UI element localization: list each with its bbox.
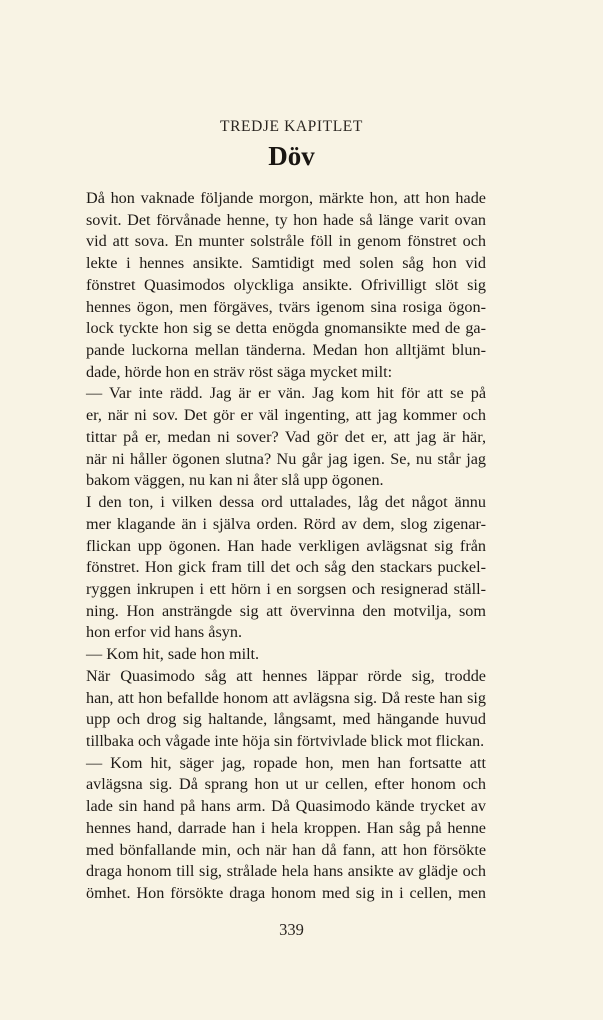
text-line: När Quasimodo såg att hennes läppar rörde sig, trodde [86,666,486,685]
page-number: 339 [279,920,304,939]
text-line: lekte i hennes ansikte. Samtidigt med solen såg hon vid [86,254,486,273]
text-line: Då hon vaknade följande morgon, märkte hon, att hon hade [86,189,486,207]
text-line: sovit. Det förvånade henne, ty hon hade så länge varit ovan [86,210,486,229]
text-line: avlägsna sig. Då sprang hon ut ur cellen, efter honom och [86,775,486,794]
chapter-label: TREDJE KAPITLET [220,118,363,135]
text-line: lock tyckte hon sig se detta enögda gnomansikte med de ga- [86,319,486,338]
text-line: I den ton, i vilken dessa ord uttalades, låg det något ännu [86,493,486,512]
chapter-body-text [86,188,486,905]
text-line: draga honom till sig, strålade hela hans ansikte av glädje och [86,862,486,881]
text-line: vid att sova. En munter solstråle föll in genom fönstret och [86,232,486,251]
text-line: hennes hand, darrade han i hela kroppen. Han såg på henne [86,818,486,837]
text-line: pande luckorna mellan tänderna. Medan hon alltjämt blun- [86,341,486,360]
text-line: bakom väggen, nu kan ni åter slå upp ögonen. [86,471,384,490]
text-line: mer klagande än i själva orden. Rörd av dem, slog zigenar- [86,514,486,533]
text-line: tillbaka och vågade inte höja sin förtvivlade blick mot flickan. [86,732,485,750]
text-line: fönstret Quasimodos olyckliga ansikte. Ofrivilligt slöt sig [86,275,486,294]
text-line: hon erfor vid hans åsyn. [86,623,242,642]
chapter-title: Döv [268,141,315,171]
text-line: tittar på er, medan ni sover? Vad gör det er, att jag är här, [86,427,486,446]
text-line: med bönfallande min, och när han då fann, att hon försökte [86,840,486,859]
text-line: ning. Hon ansträngde sig att övervinna den motvilja, som [86,601,486,620]
text-line: hennes ögon, men förgäves, tvärs igenom sina rosiga ögon- [86,297,486,316]
text-line: — Var inte rädd. Jag är er vän. Jag kom hit för att se på [86,384,486,403]
text-line: ryggen inkrupen i ett hörn i en sorgsen och resignerad ställ- [86,579,486,598]
text-line: er, när ni sov. Det gör er väl ingenting, att jag kommer och [86,406,486,425]
text-line: dade, hörde hon en sträv röst säga mycket milt: [86,362,393,381]
text-line: han, att hon befallde honom att avlägsna sig. Då reste han sig [86,688,486,707]
text-line: ömhet. Hon försökte draga honom med sig in i cellen, men [86,884,486,902]
text-line: upp och drog sig haltande, långsamt, med hängande huvud [86,710,486,729]
text-line: — Kom hit, säger jag, ropade hon, men han fortsatte att [86,753,486,772]
text-line: flickan upp ögonen. Han hade verkligen avlägsnat sig från [86,536,486,555]
text-line: när ni håller ögonen slutna? Nu går jag igen. Se, nu står jag [86,449,486,468]
text-line: lade sin hand på hans arm. Då Quasimodo kände trycket av [86,797,486,816]
text-line: — Kom hit, sade hon milt. [86,645,260,664]
text-line: fönstret. Hon gick fram till det och såg den stackars puckel- [86,558,486,577]
